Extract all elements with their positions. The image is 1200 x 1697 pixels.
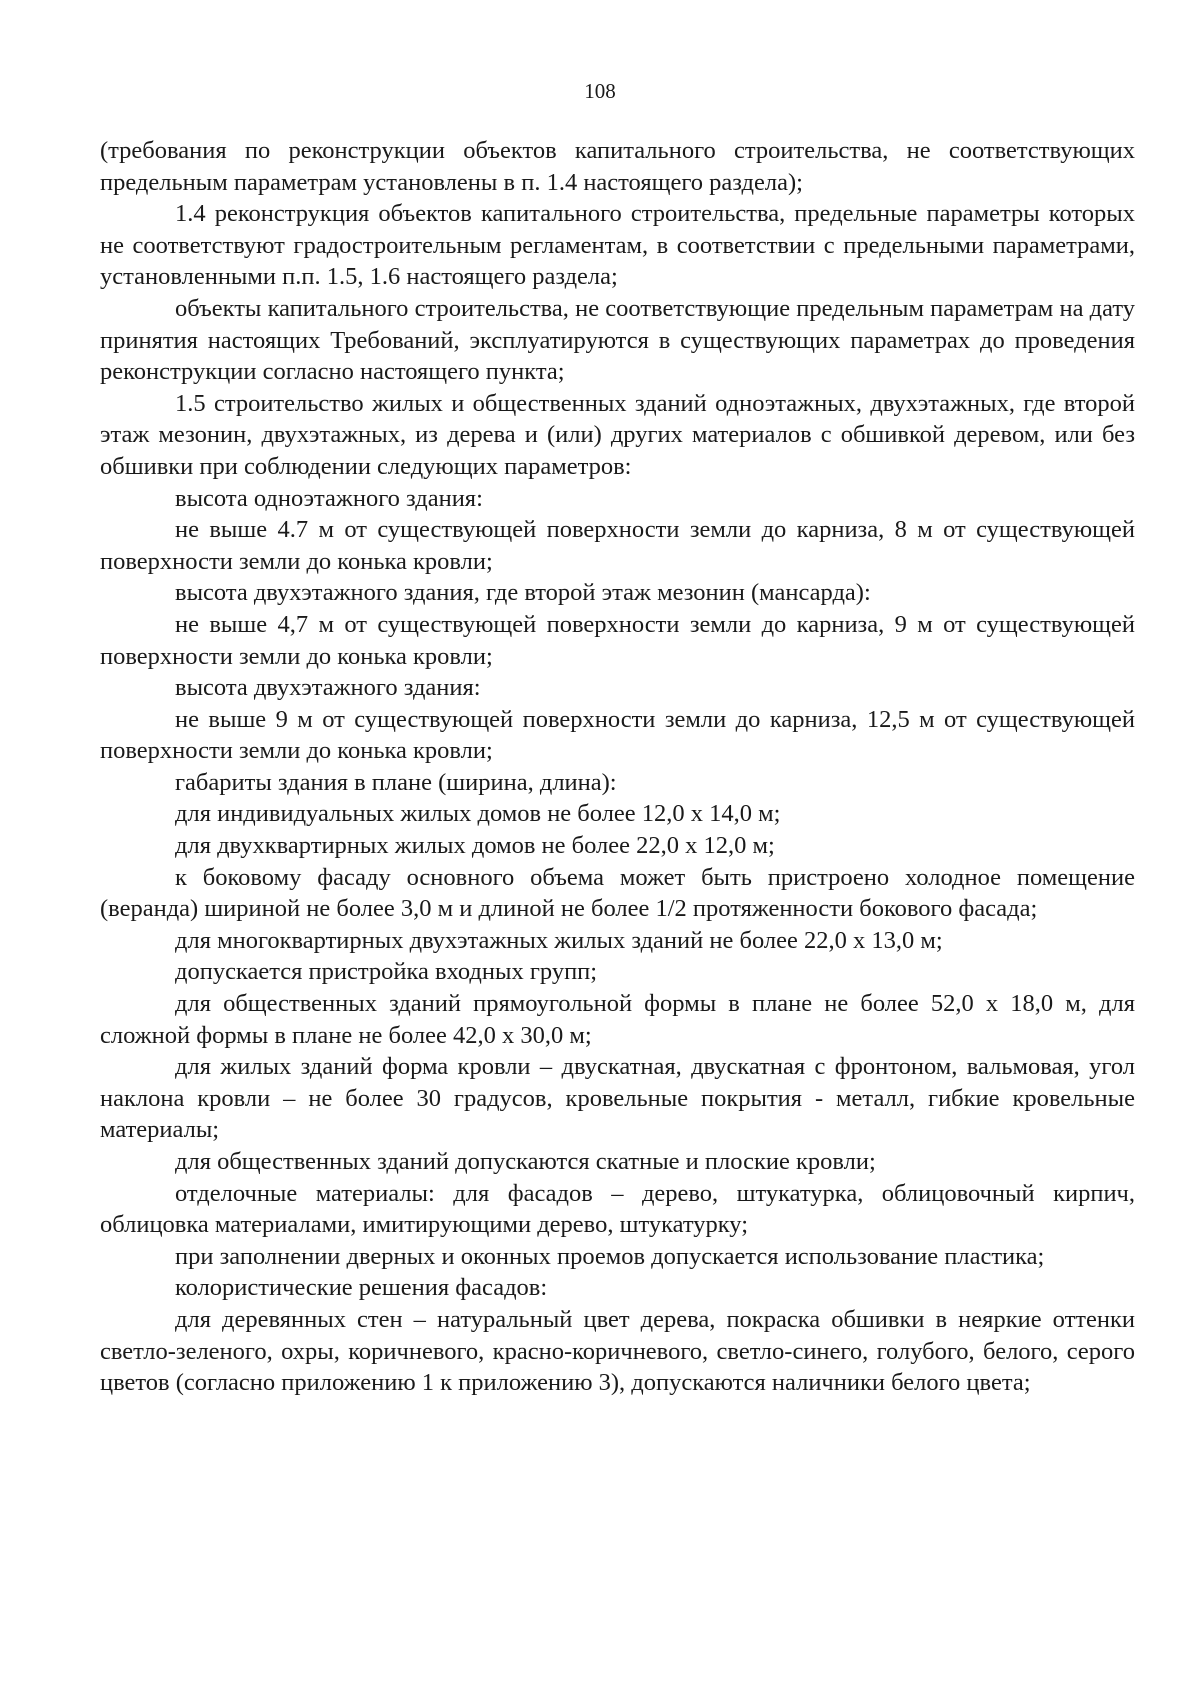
paragraph-21: при заполнении дверных и оконных проемов допускается использование пластика; (175, 1242, 1045, 1270)
paragraph-17: для общественных зданий прямоугольной формы в плане не более 52,0 х 18,0 м, для сложной формы в плане не более 42,0 х 30,0 м; (100, 990, 1135, 1049)
document-body (100, 135, 1135, 1399)
paragraph-11: габариты здания в плане (ширина, длина): (175, 768, 617, 796)
paragraph-19: для общественных зданий допускаются скатные и плоские кровли; (175, 1148, 876, 1175)
paragraph-1: (требования по реконструкции объектов капитального строительства, не соответствующих предельным параметрам установлены в п. 1.4 настоящего раздела); (100, 137, 1135, 196)
paragraph-16: допускается пристройка входных групп; (175, 958, 598, 986)
paragraph-4: 1.5 строительство жилых и общественных зданий одноэтажных, двухэтажных, где второй этаж мезонин, двухэтажных, из дерева и (или) других материалов с обшивкой деревом, или без обшивки при соблюдении следующих параметров: (100, 389, 1135, 480)
paragraph-9: высота двухэтажного здания: (175, 674, 481, 702)
paragraph-5: высота одноэтажного здания: (175, 484, 483, 512)
paragraph-3: объекты капитального строительства, не соответствующие предельным параметрам на дату принятия настоящих Требований, эксплуатируются в существующих параметрах до проведения реконструкции согласно настоящего пункта; (100, 294, 1135, 386)
page-number: 108 (584, 79, 616, 103)
paragraph-13: для двухквартирных жилых домов не более 22,0 х 12,0 м; (175, 832, 775, 860)
paragraph-6: не выше 4.7 м от существующей поверхности земли до карниза, 8 м от существующей поверхности земли до конька кровли; (100, 516, 1135, 575)
paragraph-15: для многоквартирных двухэтажных жилых зданий не более 22,0 х 13,0 м; (175, 926, 943, 954)
paragraph-8: не выше 4,7 м от существующей поверхности земли до карниза, 9 м от существующей поверхности земли до конька кровли; (100, 610, 1135, 670)
paragraph-23: для деревянных стен – натуральный цвет дерева, покраска обшивки в неяркие оттенки светло-зеленого, охры, коричневого, красно-коричневого, светло-синего, голубого, белого, серого цветов (согласно приложению 1 к приложению 3), допускаются наличники белого цвета; (100, 1305, 1135, 1397)
paragraph-20: отделочные материалы: для фасадов – дерево, штукатурка, облицовочный кирпич, облицовка материалами, имитирующими дерево, штукатурку; (100, 1179, 1135, 1239)
paragraph-22: колористические решения фасадов: (175, 1274, 548, 1302)
paragraph-2: 1.4 реконструкция объектов капитального строительства, предельные параметры которых не соответствуют градостроительным регламентам, в соответствии с предельными параметрами, установленными п.п. 1.5, 1.6 настоящего раздела; (100, 200, 1135, 291)
paragraph-14: к боковому фасаду основного объема может быть пристроено холодное помещение (веранда) шириной не более 3,0 м и длиной не более 1/2 протяженности бокового фасада; (100, 863, 1135, 923)
paragraph-12: для индивидуальных жилых домов не более 12,0 х 14,0 м; (175, 800, 781, 828)
paragraph-18: для жилых зданий форма кровли – двускатная, двускатная с фронтоном, вальмовая, угол наклона кровли – не более 30 градусов, кровельные покрытия - металл, гибкие кровельные материалы; (100, 1053, 1135, 1144)
paragraph-10: не выше 9 м от существующей поверхности земли до карниза, 12,5 м от существующей поверхности земли до конька кровли; (100, 705, 1135, 765)
paragraph-7: высота двухэтажного здания, где второй этаж мезонин (мансарда): (175, 579, 871, 607)
